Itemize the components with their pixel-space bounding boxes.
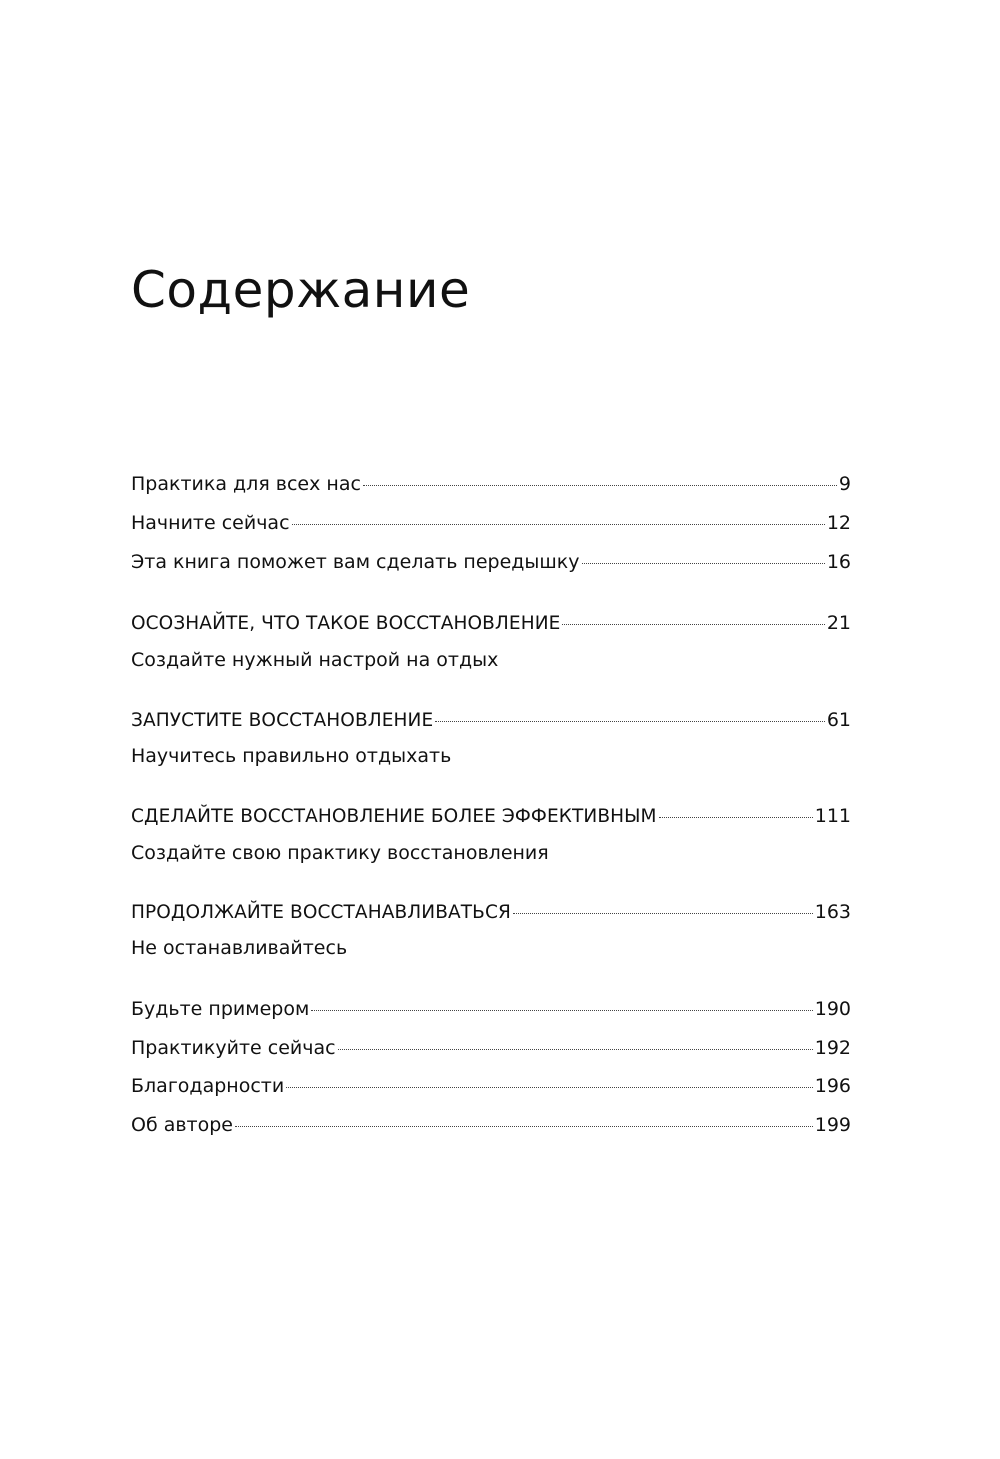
toc-entry-page: 16 xyxy=(826,551,851,573)
toc-entry-label: Начните сейчас xyxy=(131,512,290,534)
toc-entry[interactable] xyxy=(131,508,851,538)
toc-entry[interactable] xyxy=(131,1071,851,1101)
toc-part-page: 163 xyxy=(814,901,851,923)
toc-entry-label: Практикуйте сейчас xyxy=(131,1037,336,1059)
toc-entry-label: Благодарности xyxy=(131,1075,285,1097)
toc-entry[interactable] xyxy=(131,1110,851,1140)
dot-leader xyxy=(513,911,813,914)
toc-entry-label: Эта книга поможет вам сделать передышку xyxy=(131,551,580,573)
toc-entry-label: Об авторе xyxy=(131,1114,233,1136)
toc-part-page: 21 xyxy=(826,612,851,634)
toc-entry-label: Практика для всех нас xyxy=(131,473,361,495)
toc-part-subtitle: Создайте нужный настрой на отдых xyxy=(131,649,499,671)
toc-entry-page: 190 xyxy=(814,998,851,1020)
toc-part-page: 61 xyxy=(826,709,851,731)
toc-part-subtitle: Научитесь правильно отдыхать xyxy=(131,745,452,767)
toc-part-label: ПРОДОЛЖАЙТЕ ВОССТАНАВЛИВАТЬСЯ xyxy=(131,902,511,923)
toc-entry-page: 199 xyxy=(814,1114,851,1136)
dot-leader xyxy=(286,1085,813,1088)
toc-part-page: 111 xyxy=(814,805,851,827)
toc-entry-page: 12 xyxy=(826,512,851,534)
dot-leader xyxy=(562,622,824,625)
dot-leader xyxy=(311,1008,812,1011)
toc-entry-page: 196 xyxy=(814,1075,851,1097)
toc-part-entry[interactable] xyxy=(131,705,851,735)
toc-part-label: СДЕЛАЙТЕ ВОССТАНОВЛЕНИЕ БОЛЕЕ ЭФФЕКТИВНЫМ xyxy=(131,806,657,827)
dot-leader xyxy=(435,719,825,722)
toc-part-subtitle: Не останавливайтесь xyxy=(131,937,348,959)
toc-entry[interactable] xyxy=(131,1033,851,1063)
toc-part-subtitle: Создайте свою практику восстановления xyxy=(131,842,549,864)
toc-entry[interactable] xyxy=(131,994,851,1024)
dot-leader xyxy=(235,1124,813,1127)
toc-entry[interactable] xyxy=(131,547,851,577)
page-title: Содержание xyxy=(131,261,471,319)
dot-leader xyxy=(582,561,825,564)
dot-leader xyxy=(659,815,813,818)
toc-part-entry[interactable] xyxy=(131,897,851,927)
toc-entry-page: 9 xyxy=(838,473,851,495)
toc-part-entry[interactable] xyxy=(131,801,851,831)
toc-part-label: ЗАПУСТИТЕ ВОССТАНОВЛЕНИЕ xyxy=(131,710,434,731)
dot-leader xyxy=(363,483,837,486)
toc-entry-label: Будьте примером xyxy=(131,998,310,1020)
dot-leader xyxy=(292,522,825,525)
toc-part-label: ОСОЗНАЙТЕ, ЧТО ТАКОЕ ВОССТАНОВЛЕНИЕ xyxy=(131,613,561,634)
dot-leader xyxy=(338,1047,813,1050)
toc-part-entry[interactable] xyxy=(131,608,851,638)
toc-entry[interactable] xyxy=(131,469,851,499)
toc-entry-page: 192 xyxy=(814,1037,851,1059)
